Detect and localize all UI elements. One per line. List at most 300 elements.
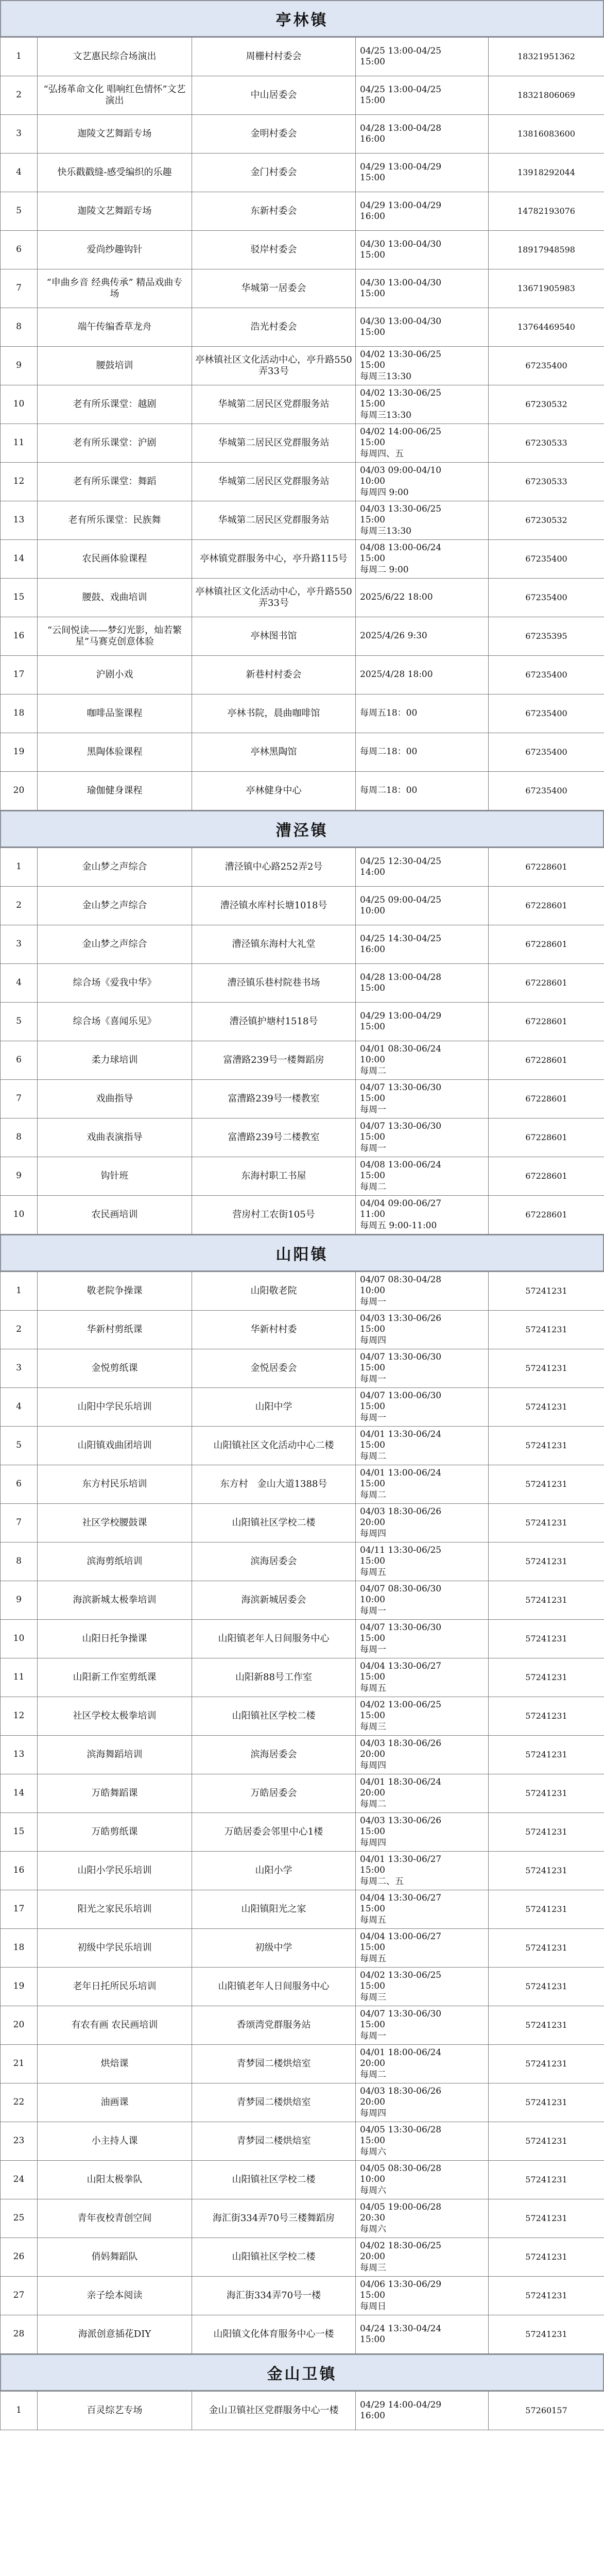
activity-name: 农民画体验课程 [38, 540, 192, 579]
time-slot: 04/04 09:00-06/27 11:00 每周五 9:00-11:00 [356, 1196, 489, 1234]
activity-name: 黑陶体验课程 [38, 733, 192, 772]
row-number: 6 [1, 1465, 38, 1504]
activity-name: 综合场《爱我中华》 [38, 964, 192, 1003]
venue: 海汇街334弄70号三楼舞蹈房 [192, 2199, 356, 2238]
contact-phone: 67230532 [489, 385, 604, 424]
table-row [1, 192, 604, 231]
time-slot: 04/28 13:00-04/28 15:00 [356, 964, 489, 1003]
venue: 山阳镇社区文化活动中心二楼 [192, 1427, 356, 1465]
venue: 亭林图书馆 [192, 617, 356, 656]
venue: 东海村职工书屋 [192, 1157, 356, 1196]
table-row [1, 887, 604, 925]
table-row [1, 1581, 604, 1620]
table-row [1, 579, 604, 617]
venue: 新巷村村委会 [192, 656, 356, 694]
contact-phone: 67228601 [489, 1003, 604, 1041]
time-slot: 04/03 13:30-06/26 15:00 每周四 [356, 1813, 489, 1852]
table-row [1, 2122, 604, 2161]
contact-phone: 57241231 [489, 2161, 604, 2199]
time-slot: 04/29 14:00-04/29 16:00 [356, 2392, 489, 2430]
row-number: 23 [1, 2122, 38, 2161]
venue: 山阳镇文化体育服务中心一楼 [192, 2315, 356, 2354]
contact-phone: 57241231 [489, 2315, 604, 2354]
contact-phone: 57241231 [489, 2045, 604, 2083]
contact-phone: 57241231 [489, 1736, 604, 1774]
activity-name: 老年日托所民乐培训 [38, 1968, 192, 2006]
activity-name: 文艺惠民综合场演出 [38, 38, 192, 76]
table-row [1, 1003, 604, 1041]
time-slot: 04/08 13:00-06/24 15:00 每周二 [356, 1157, 489, 1196]
contact-phone: 67235400 [489, 579, 604, 617]
activity-name: 青年夜校青创空间 [38, 2199, 192, 2238]
venue: 漕泾镇护塘村1518号 [192, 1003, 356, 1041]
time-slot: 04/02 18:30-06/25 20:00 每周三 [356, 2238, 489, 2277]
venue: 亭林镇党群服务中心，亭升路115号 [192, 540, 356, 579]
activity-name: 油画课 [38, 2083, 192, 2122]
venue: 山阳镇社区学校二楼 [192, 2238, 356, 2277]
contact-phone: 57241231 [489, 1504, 604, 1543]
venue: 浩光村委会 [192, 308, 356, 347]
row-number: 19 [1, 733, 38, 772]
table-row [1, 1543, 604, 1581]
time-slot: 04/07 13:30-06/30 15:00 每周一 [356, 1620, 489, 1658]
table-row [1, 1929, 604, 1968]
time-slot: 04/05 08:30-06/28 10:00 每周六 [356, 2161, 489, 2199]
table-row [1, 269, 604, 308]
row-number: 3 [1, 925, 38, 964]
contact-phone: 57241231 [489, 1272, 604, 1311]
activity-name: 东方村民乐培训 [38, 1465, 192, 1504]
row-number: 26 [1, 2238, 38, 2277]
activity-name: 小主持人课 [38, 2122, 192, 2161]
venue: 山阳镇社区学校二楼 [192, 2161, 356, 2199]
section-title: 山阳镇 [0, 1234, 604, 1272]
contact-phone: 57241231 [489, 1968, 604, 2006]
section-title: 漕泾镇 [0, 810, 604, 848]
contact-phone: 67230533 [489, 463, 604, 501]
contact-phone: 67235400 [489, 347, 604, 385]
activity-name: 综合场《喜闻乐见》 [38, 1003, 192, 1041]
venue: 周栅村村委会 [192, 38, 356, 76]
contact-phone: 13671905983 [489, 269, 604, 308]
activity-name: 金山梦之声综合 [38, 848, 192, 887]
activity-name: 滨海剪纸培训 [38, 1543, 192, 1581]
time-slot: 每周二18：00 [356, 772, 489, 810]
table-row [1, 154, 604, 192]
activity-name: 阳光之家民乐培训 [38, 1890, 192, 1929]
venue: 山阳镇阳光之家 [192, 1890, 356, 1929]
table-row [1, 308, 604, 347]
time-slot: 04/02 14:00-06/25 15:00 每周四、五 [356, 424, 489, 463]
time-slot: 04/08 13:00-06/24 15:00 每周二 9:00 [356, 540, 489, 579]
venue: 华城第二居民区党群服务站 [192, 424, 356, 463]
contact-phone: 57241231 [489, 1311, 604, 1349]
time-slot: 04/02 13:30-06/25 15:00 每周三13:30 [356, 347, 489, 385]
table-row [1, 1658, 604, 1697]
activity-name: 端午传编香草龙舟 [38, 308, 192, 347]
row-number: 20 [1, 2006, 38, 2045]
activity-name: 腰鼓培训 [38, 347, 192, 385]
row-number: 9 [1, 1157, 38, 1196]
contact-phone: 67235400 [489, 772, 604, 810]
row-number: 10 [1, 1620, 38, 1658]
row-number: 15 [1, 579, 38, 617]
contact-phone: 57241231 [489, 1658, 604, 1697]
venue: 漕泾镇中心路252弄2号 [192, 848, 356, 887]
time-slot: 2025/6/22 18:00 [356, 579, 489, 617]
activity-name: 老有所乐课堂：越剧 [38, 385, 192, 424]
contact-phone: 57241231 [489, 1774, 604, 1813]
row-number: 13 [1, 1736, 38, 1774]
table-row [1, 2045, 604, 2083]
time-slot: 04/25 13:00-04/25 15:00 [356, 38, 489, 76]
venue: 青梦园二楼烘焙室 [192, 2045, 356, 2083]
row-number: 27 [1, 2277, 38, 2315]
table-row [1, 1041, 604, 1080]
activity-name: 迦陵文艺舞蹈专场 [38, 115, 192, 154]
table-row [1, 1349, 604, 1388]
table-row [1, 2199, 604, 2238]
activity-name: 咖啡品鉴课程 [38, 694, 192, 733]
contact-phone: 57241231 [489, 2006, 604, 2045]
time-slot: 04/02 13:00-06/25 15:00 每周三 [356, 1697, 489, 1736]
time-slot: 04/04 13:30-06/27 15:00 每周五 [356, 1890, 489, 1929]
table-row [1, 1465, 604, 1504]
table-row [1, 2277, 604, 2315]
time-slot: 04/29 13:00-04/29 15:00 [356, 1003, 489, 1041]
table-row [1, 38, 604, 76]
time-slot: 04/07 13:00-06/30 15:00 每周一 [356, 1388, 489, 1427]
activity-name: 海派创意插花DIY [38, 2315, 192, 2354]
activity-name: “弘扬革命文化 唱响红色情怀”文艺演出 [38, 76, 192, 115]
row-number: 1 [1, 848, 38, 887]
table-row [1, 76, 604, 115]
activity-name: 山阳镇戏曲团培训 [38, 1427, 192, 1465]
row-number: 8 [1, 1543, 38, 1581]
row-number: 11 [1, 1658, 38, 1697]
activity-name: 柔力球培训 [38, 1041, 192, 1080]
activity-name: “申曲乡音 经典传承” 精品戏曲专场 [38, 269, 192, 308]
table-row [1, 772, 604, 810]
time-slot: 每周五18：00 [356, 694, 489, 733]
venue: 山阳镇社区学校二楼 [192, 1697, 356, 1736]
contact-phone: 67228601 [489, 848, 604, 887]
row-number: 8 [1, 1118, 38, 1157]
time-slot: 04/03 18:30-06/26 20:00 每周四 [356, 1736, 489, 1774]
table-row [1, 1118, 604, 1157]
time-slot: 04/06 13:30-06/29 15:00 每周日 [356, 2277, 489, 2315]
venue: 东新村委会 [192, 192, 356, 231]
contact-phone: 57241231 [489, 2083, 604, 2122]
time-slot: 04/01 13:30-06/27 15:00 每周二、五 [356, 1852, 489, 1890]
row-number: 16 [1, 1852, 38, 1890]
contact-phone: 67235400 [489, 540, 604, 579]
row-number: 2 [1, 887, 38, 925]
venue: 滨海居委会 [192, 1736, 356, 1774]
row-number: 28 [1, 2315, 38, 2354]
venue: 山阳镇社区学校二楼 [192, 1504, 356, 1543]
contact-phone: 57241231 [489, 1543, 604, 1581]
schedule-table [0, 1272, 604, 2354]
row-number: 8 [1, 308, 38, 347]
table-row [1, 656, 604, 694]
venue: 亭林镇社区文化活动中心，亭升路550弄33号 [192, 347, 356, 385]
activity-name: 山阳中学民乐培训 [38, 1388, 192, 1427]
contact-phone: 18321951362 [489, 38, 604, 76]
venue: 漕泾镇水库村长塘1018号 [192, 887, 356, 925]
time-slot: 04/11 13:30-06/25 15:00 每周五 [356, 1543, 489, 1581]
contact-phone: 57260157 [489, 2392, 604, 2430]
venue: 初级中学 [192, 1929, 356, 1968]
row-number: 7 [1, 1504, 38, 1543]
activity-name: 戏曲指导 [38, 1080, 192, 1118]
contact-phone: 67235400 [489, 656, 604, 694]
venue: 青梦园二楼烘焙室 [192, 2083, 356, 2122]
row-number: 10 [1, 1196, 38, 1234]
table-row [1, 964, 604, 1003]
activity-name: 敬老院争操课 [38, 1272, 192, 1311]
schedule-table [0, 2391, 604, 2430]
row-number: 5 [1, 192, 38, 231]
contact-phone: 18917948598 [489, 231, 604, 269]
row-number: 2 [1, 1311, 38, 1349]
time-slot: 04/03 13:30-06/26 15:00 每周四 [356, 1311, 489, 1349]
activity-name: 山阳新工作室剪纸课 [38, 1658, 192, 1697]
time-slot: 04/07 13:30-06/30 15:00 每周一 [356, 2006, 489, 2045]
table-row [1, 1157, 604, 1196]
time-slot: 04/05 13:30-06/28 15:00 每周六 [356, 2122, 489, 2161]
row-number: 20 [1, 772, 38, 810]
contact-phone: 57241231 [489, 1427, 604, 1465]
contact-phone: 57241231 [489, 2122, 604, 2161]
table-row [1, 1736, 604, 1774]
row-number: 4 [1, 154, 38, 192]
time-slot: 04/01 13:30-06/24 15:00 每周二 [356, 1427, 489, 1465]
section-title: 亭林镇 [0, 0, 604, 37]
time-slot: 04/03 18:30-06/26 20:00 每周四 [356, 2083, 489, 2122]
activity-name: 社区学校太极拳培训 [38, 1697, 192, 1736]
venue: 亭林镇社区文化活动中心，亭升路550弄33号 [192, 579, 356, 617]
activity-name: 老有所乐课堂：民族舞 [38, 501, 192, 540]
row-number: 1 [1, 1272, 38, 1311]
row-number: 5 [1, 1427, 38, 1465]
row-number: 4 [1, 1388, 38, 1427]
activity-name: 戏曲表演指导 [38, 1118, 192, 1157]
venue: 华城第一居委会 [192, 269, 356, 308]
activity-name: 万皓舞蹈课 [38, 1774, 192, 1813]
venue: 亭林健身中心 [192, 772, 356, 810]
activity-name: 钩针班 [38, 1157, 192, 1196]
row-number: 16 [1, 617, 38, 656]
activity-name: 山阳日托争操课 [38, 1620, 192, 1658]
table-row [1, 1968, 604, 2006]
time-slot: 04/30 13:00-04/30 15:00 [356, 308, 489, 347]
schedule-table [0, 848, 604, 1234]
row-number: 15 [1, 1813, 38, 1852]
table-row [1, 1890, 604, 1929]
venue: 山阳中学 [192, 1388, 356, 1427]
table-row [1, 1427, 604, 1465]
contact-phone: 67228601 [489, 1196, 604, 1234]
activity-name: 金山梦之声综合 [38, 887, 192, 925]
time-slot: 04/07 08:30-04/28 10:00 每周一 [356, 1272, 489, 1311]
time-slot: 2025/4/26 9:30 [356, 617, 489, 656]
contact-phone: 57241231 [489, 1581, 604, 1620]
table-row [1, 1080, 604, 1118]
venue: 漕泾镇乐巷村院巷书场 [192, 964, 356, 1003]
time-slot: 04/01 18:30-06/24 20:00 每周二 [356, 1774, 489, 1813]
time-slot: 04/25 14:30-04/25 16:00 [356, 925, 489, 964]
venue: 山阳小学 [192, 1852, 356, 1890]
venue: 金悦居委会 [192, 1349, 356, 1388]
row-number: 17 [1, 656, 38, 694]
activity-name: 山阳小学民乐培训 [38, 1852, 192, 1890]
row-number: 13 [1, 501, 38, 540]
time-slot: 04/01 08:30-06/24 10:00 每周二 [356, 1041, 489, 1080]
contact-phone: 67228601 [489, 1080, 604, 1118]
activity-name: 滨海舞蹈培训 [38, 1736, 192, 1774]
time-slot: 04/07 13:30-06/30 15:00 每周一 [356, 1118, 489, 1157]
row-number: 11 [1, 424, 38, 463]
section-title: 金山卫镇 [0, 2354, 604, 2391]
table-row [1, 1774, 604, 1813]
activity-name: 有农有画 农民画培训 [38, 2006, 192, 2045]
venue: 金明村委会 [192, 115, 356, 154]
activity-name: 迦陵文艺舞蹈专场 [38, 192, 192, 231]
contact-phone: 14782193076 [489, 192, 604, 231]
time-slot: 04/07 13:30-06/30 15:00 每周一 [356, 1080, 489, 1118]
activity-name: 烘焙课 [38, 2045, 192, 2083]
table-row [1, 115, 604, 154]
table-row [1, 2392, 604, 2430]
time-slot: 04/01 13:00-06/24 15:00 每周二 [356, 1465, 489, 1504]
contact-phone: 57241231 [489, 1890, 604, 1929]
schedule-table [0, 37, 604, 810]
venue: 华城第二居民区党群服务站 [192, 501, 356, 540]
table-row [1, 848, 604, 887]
row-number: 17 [1, 1890, 38, 1929]
contact-phone: 67228601 [489, 925, 604, 964]
row-number: 14 [1, 540, 38, 579]
contact-phone: 57241231 [489, 2277, 604, 2315]
table-row [1, 1388, 604, 1427]
row-number: 21 [1, 2045, 38, 2083]
venue: 亭林书院，晨曲咖啡馆 [192, 694, 356, 733]
table-row [1, 385, 604, 424]
contact-phone: 67228601 [489, 964, 604, 1003]
table-row [1, 733, 604, 772]
activity-name: 万皓剪纸课 [38, 1813, 192, 1852]
contact-phone: 13816083600 [489, 115, 604, 154]
row-number: 1 [1, 38, 38, 76]
contact-phone: 57241231 [489, 1349, 604, 1388]
contact-phone: 67235400 [489, 733, 604, 772]
activity-name: 爱尚纱趣钩针 [38, 231, 192, 269]
venue: 香颂湾党群服务站 [192, 2006, 356, 2045]
table-row [1, 2315, 604, 2354]
venue: 金山卫镇社区党群服务中心一楼 [192, 2392, 356, 2430]
activity-name: 百灵综艺专场 [38, 2392, 192, 2430]
time-slot: 04/02 13:30-06/25 15:00 每周三13:30 [356, 385, 489, 424]
table-row [1, 424, 604, 463]
table-row [1, 925, 604, 964]
row-number: 18 [1, 694, 38, 733]
time-slot: 04/28 13:00-04/28 16:00 [356, 115, 489, 154]
contact-phone: 57241231 [489, 1620, 604, 1658]
venue: 富漕路239号一楼教室 [192, 1080, 356, 1118]
table-row [1, 1852, 604, 1890]
row-number: 10 [1, 385, 38, 424]
venue: 东方村 金山大道1388号 [192, 1465, 356, 1504]
time-slot: 04/29 13:00-04/29 16:00 [356, 192, 489, 231]
row-number: 12 [1, 463, 38, 501]
venue: 驳岸村委会 [192, 231, 356, 269]
contact-phone: 57241231 [489, 2199, 604, 2238]
row-number: 18 [1, 1929, 38, 1968]
venue: 金门村委会 [192, 154, 356, 192]
table-row [1, 1272, 604, 1311]
table-row [1, 463, 604, 501]
row-number: 24 [1, 2161, 38, 2199]
time-slot: 04/07 13:30-06/30 15:00 每周一 [356, 1349, 489, 1388]
table-row [1, 1196, 604, 1234]
activity-name: 农民画培训 [38, 1196, 192, 1234]
table-row [1, 231, 604, 269]
contact-phone: 67235395 [489, 617, 604, 656]
time-slot: 04/02 13:30-06/25 15:00 每周三 [356, 1968, 489, 2006]
row-number: 3 [1, 1349, 38, 1388]
table-row [1, 1620, 604, 1658]
activity-name: 社区学校腰鼓课 [38, 1504, 192, 1543]
table-row [1, 2238, 604, 2277]
venue: 富漕路239号二楼教室 [192, 1118, 356, 1157]
table-row [1, 1504, 604, 1543]
contact-phone: 67235400 [489, 694, 604, 733]
activity-name: 老有所乐课堂：沪剧 [38, 424, 192, 463]
time-slot: 2025/4/28 18:00 [356, 656, 489, 694]
venue: 海滨新城居委会 [192, 1581, 356, 1620]
activity-name: 金山梦之声综合 [38, 925, 192, 964]
time-slot: 04/30 13:00-04/30 15:00 [356, 269, 489, 308]
venue: 华城第二居民区党群服务站 [192, 385, 356, 424]
row-number: 12 [1, 1697, 38, 1736]
row-number: 14 [1, 1774, 38, 1813]
contact-phone: 67228601 [489, 1041, 604, 1080]
table-row [1, 617, 604, 656]
row-number: 9 [1, 347, 38, 385]
venue: 青梦园二楼烘焙室 [192, 2122, 356, 2161]
row-number: 1 [1, 2392, 38, 2430]
time-slot: 04/25 12:30-04/25 14:00 [356, 848, 489, 887]
venue: 滨海居委会 [192, 1543, 356, 1581]
table-row [1, 694, 604, 733]
venue: 山阳敬老院 [192, 1272, 356, 1311]
row-number: 25 [1, 2199, 38, 2238]
venue: 山阳新88号工作室 [192, 1658, 356, 1697]
contact-phone: 18321806069 [489, 76, 604, 115]
row-number: 7 [1, 1080, 38, 1118]
contact-phone: 57241231 [489, 1813, 604, 1852]
contact-phone: 57241231 [489, 1388, 604, 1427]
table-row [1, 1813, 604, 1852]
activity-name: 快乐戳戳缝-感受编织的乐趣 [38, 154, 192, 192]
time-slot: 04/24 13:30-04/24 15:00 [356, 2315, 489, 2354]
time-slot: 04/04 13:30-06/27 15:00 每周五 [356, 1658, 489, 1697]
activity-name: 初级中学民乐培训 [38, 1929, 192, 1968]
contact-phone: 67228601 [489, 887, 604, 925]
venue: 万皓居委会邻里中心1楼 [192, 1813, 356, 1852]
activity-name: 老有所乐课堂：舞蹈 [38, 463, 192, 501]
